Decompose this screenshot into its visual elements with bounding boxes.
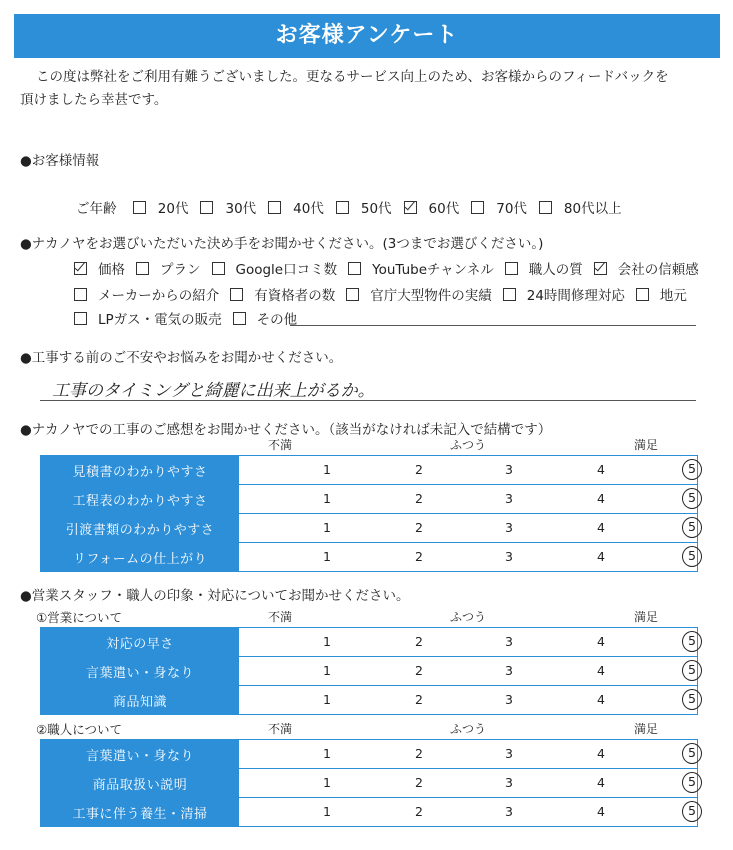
rating-choice[interactable]: 1 bbox=[323, 775, 331, 790]
sales-scale-header bbox=[238, 608, 696, 624]
age-row bbox=[76, 197, 646, 217]
rating-choice[interactable]: 3 bbox=[505, 775, 513, 790]
checkbox-option[interactable] bbox=[136, 262, 201, 278]
checkbox-label: YouTubeチャンネル bbox=[372, 262, 494, 278]
checkbox-option[interactable] bbox=[636, 288, 687, 304]
rating-row bbox=[41, 740, 697, 769]
checkbox-icon[interactable] bbox=[233, 312, 246, 325]
checkbox-label: 地元 bbox=[659, 288, 687, 304]
checkbox-label: メーカーからの紹介 bbox=[98, 288, 220, 304]
age-label: ご年齢 bbox=[76, 201, 117, 217]
checkbox-option[interactable] bbox=[200, 201, 256, 217]
impression-scale-header bbox=[238, 436, 696, 452]
checkbox-option[interactable] bbox=[233, 312, 298, 328]
survey-title: お客様アンケート bbox=[14, 14, 720, 58]
rating-row-label: 対応の早さ bbox=[41, 628, 239, 656]
checkbox-label: Google口コミ数 bbox=[235, 262, 338, 278]
checkbox-option[interactable] bbox=[594, 262, 699, 278]
checkbox-label: 50代 bbox=[360, 201, 392, 217]
checkbox-label: 官庁大型物件の実績 bbox=[370, 288, 492, 304]
rating-row bbox=[41, 456, 697, 485]
checkbox-option[interactable] bbox=[74, 312, 222, 328]
checkbox-icon[interactable] bbox=[74, 312, 87, 325]
rating-row-label: リフォームの仕上がり bbox=[41, 543, 239, 571]
checkbox-icon[interactable] bbox=[503, 288, 516, 301]
rating-row bbox=[41, 514, 697, 543]
section-concern: ●工事する前のご不安やお悩みをお聞かせください。 bbox=[20, 350, 343, 366]
rating-choice[interactable]: 4 bbox=[597, 692, 605, 707]
scale-low-label: 不満 bbox=[268, 722, 293, 736]
checkbox-icon[interactable] bbox=[336, 201, 349, 214]
rating-choices bbox=[239, 456, 697, 484]
checkbox-label: 24時間修理対応 bbox=[526, 288, 625, 304]
rating-row-label: 言葉遣い・身なり bbox=[41, 657, 239, 685]
rating-choice[interactable]: 2 bbox=[415, 663, 423, 678]
rating-choices bbox=[239, 798, 697, 826]
rating-row bbox=[41, 769, 697, 798]
checkbox-option[interactable] bbox=[539, 201, 622, 217]
checkbox-label: プラン bbox=[160, 262, 201, 278]
rating-choice[interactable]: 4 bbox=[597, 520, 605, 535]
checkbox-option[interactable] bbox=[503, 288, 625, 304]
intro-line-2: 頂けましたら幸甚です。 bbox=[20, 92, 168, 108]
rating-row-label: 見積書のわかりやすさ bbox=[41, 456, 239, 484]
rating-choices bbox=[239, 686, 697, 714]
rating-choices bbox=[239, 657, 697, 685]
section-reason: ●ナカノヤをお選びいただいた決め手をお聞かせください。(3つまでお選びください。) bbox=[20, 236, 544, 252]
scale-high-label: 満足 bbox=[634, 610, 659, 624]
scale-mid-label: ふつう bbox=[450, 722, 487, 736]
rating-row bbox=[41, 798, 697, 826]
rating-choice[interactable]: 4 bbox=[597, 775, 605, 790]
other-answer-line[interactable] bbox=[290, 325, 696, 326]
checked-box-icon[interactable] bbox=[594, 262, 607, 275]
rating-row-label: 工程表のわかりやすさ bbox=[41, 485, 239, 513]
rating-choice[interactable]: 3 bbox=[505, 549, 513, 564]
rating-choice[interactable]: 4 bbox=[597, 634, 605, 649]
sales-heading: ①営業について bbox=[36, 610, 122, 625]
rating-choice[interactable]: 1 bbox=[323, 663, 331, 678]
intro-text bbox=[20, 66, 710, 112]
checkbox-label: 40代 bbox=[293, 201, 324, 217]
rating-choice[interactable]: 1 bbox=[323, 634, 331, 649]
checkbox-icon[interactable] bbox=[348, 262, 361, 275]
checkbox-option[interactable] bbox=[346, 288, 492, 304]
rating-choice[interactable]: 4 bbox=[597, 663, 605, 678]
rating-choice-selected[interactable]: 5 bbox=[682, 689, 702, 710]
rating-row bbox=[41, 686, 697, 714]
checked-box-icon[interactable] bbox=[404, 201, 417, 214]
rating-choice[interactable]: 3 bbox=[505, 746, 513, 761]
checkbox-option[interactable] bbox=[471, 201, 527, 217]
rating-choice[interactable]: 2 bbox=[415, 692, 423, 707]
rating-choice[interactable]: 2 bbox=[415, 804, 423, 819]
checkbox-label: LPガス・電気の販売 bbox=[98, 312, 222, 328]
checkbox-icon[interactable] bbox=[230, 288, 243, 301]
rating-row-label: 商品取扱い説明 bbox=[41, 769, 239, 797]
rating-choice-selected[interactable]: 5 bbox=[682, 772, 702, 793]
rating-choice[interactable]: 1 bbox=[323, 692, 331, 707]
checkbox-option[interactable] bbox=[74, 262, 125, 278]
rating-choice[interactable]: 4 bbox=[597, 491, 605, 506]
rating-choice-selected[interactable]: 5 bbox=[682, 660, 702, 681]
rating-choice[interactable]: 1 bbox=[323, 462, 331, 477]
checkbox-option[interactable] bbox=[230, 288, 335, 304]
concern-answer-line bbox=[40, 400, 696, 401]
rating-row-label: 工事に伴う養生・清掃 bbox=[41, 798, 239, 826]
rating-choice[interactable]: 4 bbox=[597, 804, 605, 819]
craft-heading: ②職人について bbox=[36, 722, 122, 737]
rating-choice[interactable]: 3 bbox=[505, 634, 513, 649]
section-impression: ●ナカノヤでの工事のご感想をお聞かせください。（該当がなければ未記入で結構です） bbox=[20, 422, 552, 438]
scale-low-label: 不満 bbox=[268, 610, 293, 624]
checkbox-icon[interactable] bbox=[471, 201, 484, 214]
impression-rating-table bbox=[40, 455, 698, 572]
concern-answer: 工事のタイミングと綺麗に出来上がるか。 bbox=[52, 381, 375, 401]
checked-box-icon[interactable] bbox=[74, 262, 87, 275]
rating-choice[interactable]: 4 bbox=[597, 746, 605, 761]
checkbox-label: 60代 bbox=[428, 201, 460, 217]
checkbox-option[interactable] bbox=[336, 201, 392, 217]
rating-choice[interactable]: 3 bbox=[505, 663, 513, 678]
rating-choice[interactable]: 2 bbox=[415, 462, 423, 477]
checkbox-option[interactable] bbox=[505, 262, 583, 278]
checkbox-label: 70代 bbox=[496, 201, 527, 217]
rating-choice-selected[interactable]: 5 bbox=[682, 517, 702, 538]
rating-choice[interactable]: 4 bbox=[597, 462, 605, 477]
scale-high-label: 満足 bbox=[634, 722, 659, 736]
rating-choice-selected[interactable]: 5 bbox=[682, 488, 702, 509]
rating-choice[interactable]: 2 bbox=[415, 549, 423, 564]
scale-mid-label: ふつう bbox=[450, 610, 487, 624]
rating-choice[interactable]: 1 bbox=[323, 491, 331, 506]
rating-choice[interactable]: 3 bbox=[505, 462, 513, 477]
rating-choice-selected[interactable]: 5 bbox=[682, 801, 702, 822]
section-staff: ●営業スタッフ・職人の印象・対応についてお聞かせください。 bbox=[20, 588, 410, 604]
rating-choice-selected[interactable]: 5 bbox=[682, 631, 702, 652]
reason-row-3 bbox=[74, 308, 308, 328]
rating-choice[interactable]: 2 bbox=[415, 746, 423, 761]
rating-choice[interactable]: 3 bbox=[505, 804, 513, 819]
rating-choice[interactable]: 1 bbox=[323, 746, 331, 761]
rating-choice[interactable]: 3 bbox=[505, 491, 513, 506]
rating-choice[interactable]: 1 bbox=[323, 804, 331, 819]
sales-rating-table bbox=[40, 627, 698, 715]
checkbox-label: 価格 bbox=[98, 262, 125, 278]
checkbox-icon[interactable] bbox=[539, 201, 552, 214]
rating-row bbox=[41, 628, 697, 657]
rating-choices bbox=[239, 514, 697, 542]
checkbox-label: 会社の信頼感 bbox=[617, 262, 699, 278]
checkbox-icon[interactable] bbox=[268, 201, 281, 214]
checkbox-label: 30代 bbox=[225, 201, 257, 217]
rating-row-label: 言葉遣い・身なり bbox=[41, 740, 239, 768]
rating-choices bbox=[239, 769, 697, 797]
checkbox-option[interactable] bbox=[348, 262, 494, 278]
craft-scale-header bbox=[238, 720, 696, 736]
rating-choice[interactable]: 2 bbox=[415, 775, 423, 790]
rating-choices bbox=[239, 485, 697, 513]
rating-row bbox=[41, 657, 697, 686]
rating-choice[interactable]: 2 bbox=[415, 520, 423, 535]
rating-choice[interactable]: 3 bbox=[505, 692, 513, 707]
checkbox-option[interactable] bbox=[212, 262, 338, 278]
rating-choice[interactable]: 3 bbox=[505, 520, 513, 535]
checkbox-option[interactable] bbox=[133, 201, 189, 217]
craft-rating-table bbox=[40, 739, 698, 827]
checkbox-label: 20代 bbox=[157, 201, 189, 217]
rating-choices bbox=[239, 628, 697, 656]
rating-choice[interactable]: 2 bbox=[415, 491, 423, 506]
checkbox-label: 職人の質 bbox=[528, 262, 583, 278]
checkbox-icon[interactable] bbox=[505, 262, 518, 275]
checkbox-icon[interactable] bbox=[200, 201, 213, 214]
scale-mid-label: ふつう bbox=[450, 438, 487, 452]
rating-choice[interactable]: 4 bbox=[597, 549, 605, 564]
scale-low-label: 不満 bbox=[268, 438, 293, 452]
rating-choices bbox=[239, 740, 697, 768]
age-options bbox=[133, 201, 634, 217]
checkbox-label: 有資格者の数 bbox=[254, 288, 336, 304]
checkbox-icon[interactable] bbox=[136, 262, 149, 275]
checkbox-option[interactable] bbox=[268, 201, 324, 217]
section-customer-info: ●お客様情報 bbox=[20, 153, 100, 169]
rating-choice[interactable]: 2 bbox=[415, 634, 423, 649]
rating-choices bbox=[239, 543, 697, 571]
rating-row-label: 商品知識 bbox=[41, 686, 239, 714]
checkbox-option[interactable] bbox=[404, 201, 460, 217]
rating-row-label: 引渡書類のわかりやすさ bbox=[41, 514, 239, 542]
checkbox-icon[interactable] bbox=[346, 288, 359, 301]
checkbox-icon[interactable] bbox=[133, 201, 146, 214]
checkbox-label: 80代以上 bbox=[563, 201, 622, 217]
rating-choice-selected[interactable]: 5 bbox=[682, 546, 702, 567]
rating-choice-selected[interactable]: 5 bbox=[682, 459, 702, 480]
intro-line-1: この度は弊社をご利用有難うございました。更なるサービス向上のため、お客様からのフィードバックを bbox=[36, 69, 669, 85]
rating-choice-selected[interactable]: 5 bbox=[682, 743, 702, 764]
checkbox-icon[interactable] bbox=[636, 288, 649, 301]
reason-row-2 bbox=[74, 284, 698, 304]
reason-row-1 bbox=[74, 258, 710, 278]
checkbox-label: その他 bbox=[256, 312, 298, 328]
scale-high-label: 満足 bbox=[634, 438, 659, 452]
rating-row bbox=[41, 485, 697, 514]
rating-choice[interactable]: 1 bbox=[323, 549, 331, 564]
checkbox-option[interactable] bbox=[74, 288, 219, 304]
checkbox-icon[interactable] bbox=[74, 288, 87, 301]
checkbox-icon[interactable] bbox=[212, 262, 225, 275]
rating-row bbox=[41, 543, 697, 571]
rating-choice[interactable]: 1 bbox=[323, 520, 331, 535]
